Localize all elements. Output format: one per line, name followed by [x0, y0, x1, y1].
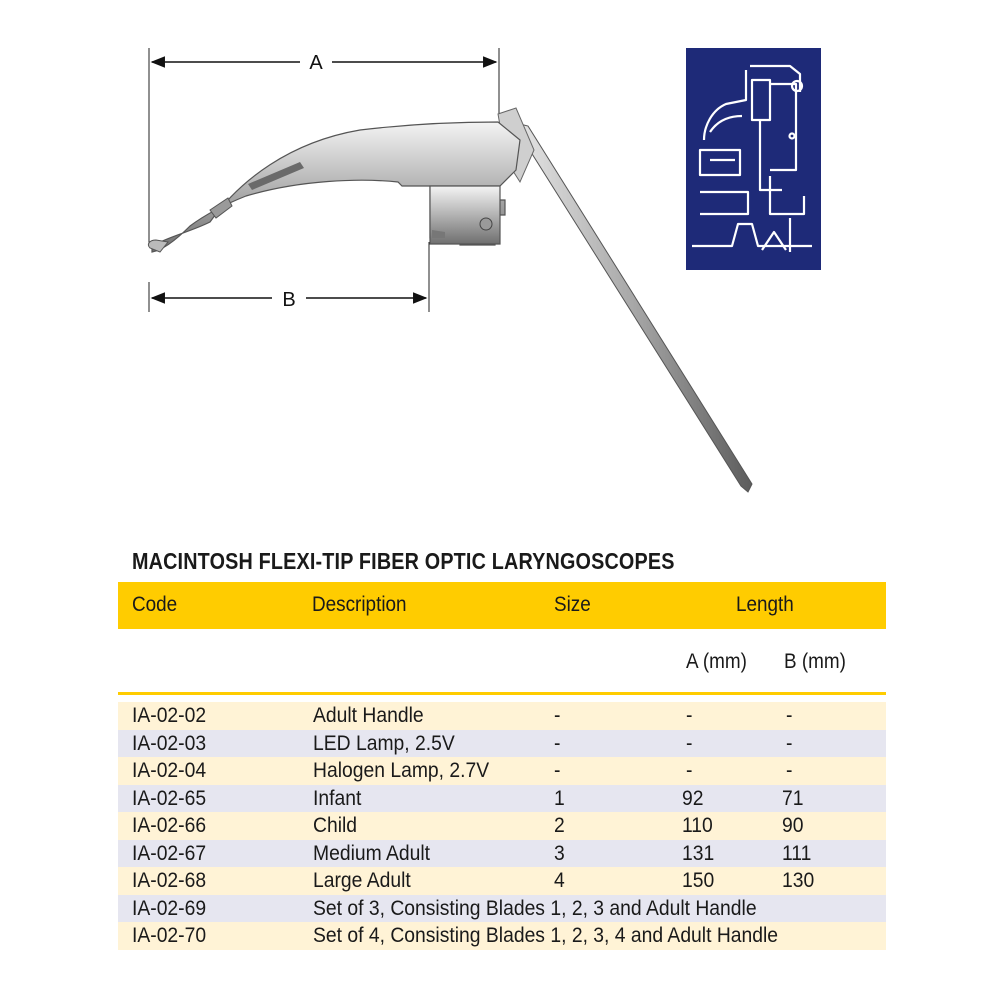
cell-length-a: 150 [682, 869, 715, 892]
subheader-a-mm: A (mm) [686, 650, 747, 673]
cell-code: IA-02-65 [132, 786, 207, 810]
cell-code: IA-02-02 [132, 704, 207, 727]
cell-length-a: 131 [682, 841, 715, 865]
cell-description: Halogen Lamp, 2.7V [313, 759, 490, 782]
cell-description: Adult Handle [313, 704, 424, 727]
cell-code: IA-02-67 [132, 841, 207, 865]
cell-size: 2 [554, 814, 565, 837]
product-title: MACINTOSH FLEXI-TIP FIBER OPTIC LARYNGOSCOPES [132, 548, 675, 574]
cell-length-a: - [686, 731, 693, 755]
cell-code: IA-02-04 [132, 759, 207, 782]
table-row [118, 867, 886, 895]
cell-length-a: 92 [682, 786, 704, 810]
cell-size: - [554, 704, 561, 727]
cell-description: Set of 3, Consisting Blades 1, 2, 3 and Adult Handle [313, 896, 757, 920]
table-row [118, 785, 886, 813]
cell-length-b: - [786, 704, 793, 727]
cell-description: Infant [313, 786, 362, 810]
cell-code: IA-02-68 [132, 869, 207, 892]
inset-detail-diagram [686, 48, 821, 270]
table-row [118, 895, 886, 923]
header-rule [118, 692, 886, 695]
cell-description: Set of 4, Consisting Blades 1, 2, 3, 4 and Adult Handle [313, 924, 779, 947]
cell-length-a: 110 [682, 814, 713, 837]
header-description: Description [312, 593, 407, 616]
table-row [118, 922, 886, 950]
cell-size: 1 [554, 786, 565, 810]
cell-length-b: 71 [782, 786, 804, 810]
dimension-b-label: B [282, 289, 296, 311]
cell-description: LED Lamp, 2.5V [313, 731, 455, 755]
table-header [118, 582, 886, 629]
cell-length-b: 130 [782, 869, 815, 892]
cell-code: IA-02-70 [132, 924, 207, 947]
cell-description: Medium Adult [313, 841, 431, 865]
table-row [118, 730, 886, 758]
cell-code: IA-02-66 [132, 814, 207, 837]
cell-size: 3 [554, 841, 565, 865]
flexi-tip [210, 198, 232, 218]
cell-length-b: 90 [782, 814, 804, 837]
cell-length-b: 111 [782, 841, 812, 865]
header-length: Length [736, 593, 794, 616]
dimension-a-label: A [309, 52, 323, 74]
cell-size: - [554, 731, 561, 755]
cell-length-a: - [686, 704, 693, 727]
cell-description: Child [313, 814, 358, 837]
dimension-b [149, 242, 429, 312]
cell-code: IA-02-03 [132, 731, 207, 755]
cell-length-b: - [786, 731, 793, 755]
table-row [118, 840, 886, 868]
cell-length-a: - [686, 759, 693, 782]
header-code: Code [132, 593, 178, 616]
table-row [118, 702, 886, 730]
cell-size: 4 [554, 869, 565, 892]
table-row [118, 757, 886, 785]
table-row [118, 812, 886, 840]
cell-code: IA-02-69 [132, 896, 207, 920]
header-size: Size [554, 593, 591, 616]
cell-description: Large Adult [313, 869, 411, 892]
subheader-b-mm: B (mm) [784, 650, 846, 673]
cell-length-b: - [786, 759, 793, 782]
cell-size: - [554, 759, 561, 782]
product-table-body [118, 702, 886, 950]
